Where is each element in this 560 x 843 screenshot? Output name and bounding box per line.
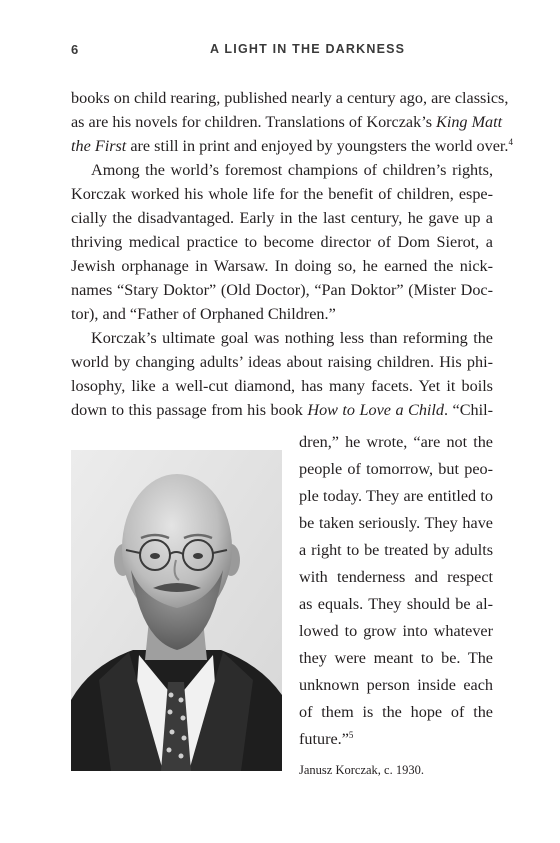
text-line: books on child rearing, published nearly a century ago, are classics, [71,89,509,107]
text-line: be taken seriously. They have [299,514,493,532]
text-line: tor), and “Father of Orphaned Children.” [71,305,336,323]
page-number: 6 [71,42,79,57]
text-line: of them is the hope of the [299,703,493,721]
text-line: Among the world’s foremost champions of children’s rights, [91,161,493,179]
text-line: people of tomorrow, but peo- [299,460,493,478]
text-line: unknown person inside each [299,676,493,694]
text-line: cially the disadvantaged. Early in the last century, he gave up a [71,209,493,227]
text-line: Korczak worked his whole life for the benefit of children, espe- [71,185,493,203]
footnote-ref: 5 [348,730,354,740]
text-line: lowed to grow into whatever [299,622,493,640]
text-line: a right to be treated by adults [299,541,493,559]
text-line: ple today. They are entitled to [299,487,493,505]
text-line: world by changing adults’ ideas about raising children. His phi- [71,353,493,371]
text-line: future.”$^5$ [299,730,354,748]
text-line: the First are still in print and enjoyed by youngsters the world over.$^4$ [71,137,513,155]
text-line: they were meant to be. The [299,649,493,667]
text-line: Korczak’s ultimate goal was nothing less than reforming the [91,329,493,347]
running-head: A LIGHT IN THE DARKNESS [210,42,406,56]
text-line: losophy, like a well-cut diamond, has many facets. Yet it boils [71,377,493,395]
text-line: with tenderness and respect [299,568,493,586]
book-title: King Matt [436,113,503,131]
text-line: down to this passage from his book How to Love a Child. “Chil- [71,401,493,419]
portrait-photo [71,450,282,771]
photo-caption: Janusz Korczak, c. 1930. [299,763,424,777]
text-line: as equals. They should be al- [299,595,493,613]
text-line: as are his novels for children. Translations of Korczak’s King Matt [71,113,503,131]
text-line: dren,” he wrote, “are not the [299,433,493,451]
text-line: names “Stary Doktor” (Old Doctor), “Pan Doktor” (Mister Doc- [71,281,493,299]
text-line: Jewish orphanage in Warsaw. In doing so, he earned the nick- [71,257,493,275]
footnote-ref: 4 [508,137,513,147]
book-title: the First [71,137,127,155]
book-title: How to Love a Child [307,401,444,419]
text-line: thriving medical practice to become director of Dom Sierot, a [71,233,493,251]
